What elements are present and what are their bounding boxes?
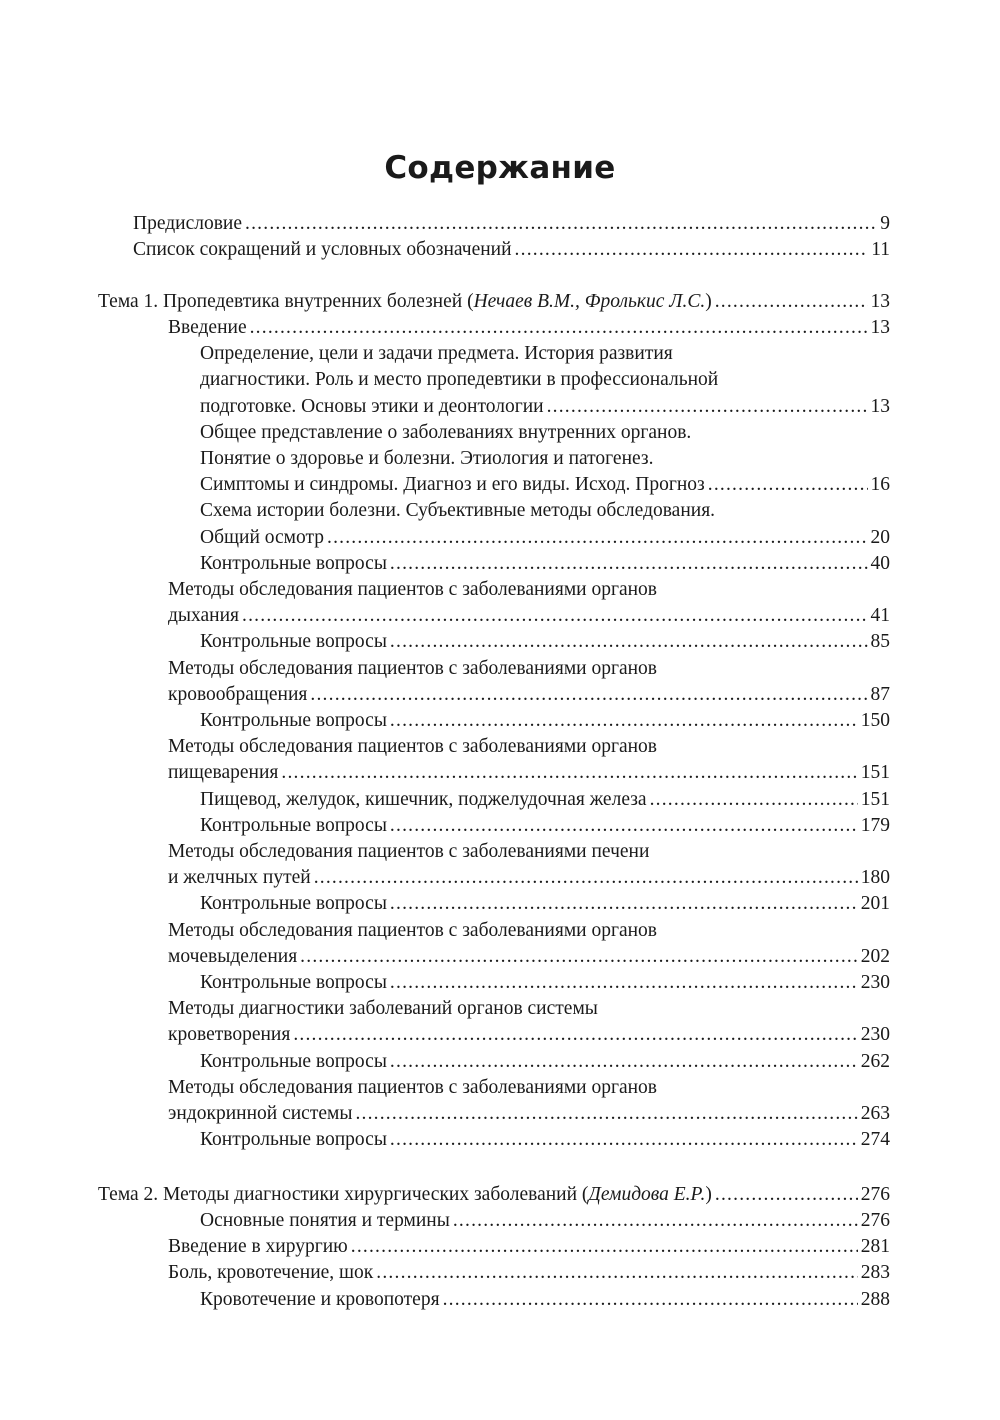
toc-entry[interactable] [168,1022,890,1048]
toc-entry[interactable] [200,472,890,498]
toc-entry[interactable] [168,682,890,708]
toc-page-number: 13 [870,317,890,338]
toc-entry-text: Методы обследования пациентов с заболеваниями органов [168,657,658,679]
toc-entry-text: подготовке. Основы этики и деонтологии [200,395,544,417]
toc-entry-continuation [168,734,890,760]
toc-entry[interactable] [200,970,890,996]
toc-entry-text: Контрольные вопросы [200,552,387,574]
toc-entry-text: Предисловие [133,213,243,234]
toc-entry[interactable] [200,1127,890,1153]
toc-entry[interactable] [200,525,890,551]
topic-prefix: Тема 2. Методы диагностики хирургических заболеваний ( [98,1184,589,1205]
toc-entry[interactable] [200,891,890,917]
toc-entry-text: кровообращения [168,683,308,705]
toc-entry-text: Методы диагностики заболеваний органов системы [168,998,598,1020]
toc-entry[interactable] [168,944,890,970]
toc-entry-text: Контрольные вопросы [200,972,387,993]
toc-topic-title [98,289,712,315]
toc-entry-continuation [168,577,890,603]
toc-entry-text: Симптомы и синдромы. Диагноз и его виды. Исход. Прогноз [200,474,705,496]
leader-dots [250,315,868,341]
toc-entry[interactable] [168,1260,890,1286]
toc-entry[interactable] [200,708,890,734]
toc-entry-text: Контрольные вопросы [200,893,387,915]
toc-entry[interactable] [200,394,890,420]
toc-page-number: 40 [870,552,890,574]
toc-page-number: 87 [870,683,890,705]
toc-page-number: 281 [860,1236,890,1258]
topic-suffix: ) [705,291,712,312]
leader-dots [390,708,858,734]
topic-prefix: Тема 1. Пропедевтика внутренних болезней ( [98,291,474,312]
leader-dots [293,1022,857,1048]
leader-dots [453,1208,858,1234]
toc-page-number: 41 [870,605,890,627]
toc-page-number: 276 [860,1184,890,1205]
leader-dots [390,970,858,996]
toc-page-number: 151 [860,762,890,784]
toc-page-number: 150 [860,710,890,731]
leader-dots [390,891,858,917]
toc-entry-text: Введение в хирургию [168,1236,348,1258]
leader-dots [281,760,857,786]
leader-dots [390,813,858,839]
leader-dots [708,472,868,498]
toc-page-number: 16 [870,474,890,496]
toc-page-number: 262 [860,1050,890,1072]
leader-dots [351,1234,858,1260]
toc-page-number: 85 [870,631,890,653]
toc-entry-continuation [200,420,890,446]
toc-entry-continuation [200,498,890,524]
leader-dots [390,1127,858,1153]
leader-dots [547,394,868,420]
toc-page-number: 13 [870,291,890,312]
toc-page-number: 201 [860,893,890,915]
toc-page-number: 274 [860,1129,890,1151]
leader-dots [355,1101,857,1127]
toc-entry-text: Кровотечение и кровопотеря [200,1288,440,1310]
toc-entry[interactable] [200,551,890,577]
toc-entry-text: эндокринной системы [168,1103,353,1124]
toc-topic-title [98,1182,712,1208]
toc-entry-abbreviations[interactable] [133,237,890,263]
toc-entry-continuation [168,839,890,865]
toc-entry-continuation [168,656,890,682]
toc-entry[interactable] [200,1287,890,1313]
toc-entry-text: Методы обследования пациентов с заболеваниями органов [168,579,658,600]
toc-entry[interactable] [168,1234,890,1260]
toc-entry-text: кроветворения [168,1024,291,1046]
toc-entry[interactable] [168,315,890,341]
topic-suffix: ) [705,1184,712,1205]
toc-entry-text: Введение [168,317,247,338]
toc-page-number: 276 [860,1210,890,1231]
toc-entry-text: Боль, кровотечение, шок [168,1262,374,1284]
leader-dots [327,525,868,551]
leader-dots [376,1260,857,1286]
toc-topic-2[interactable] [98,1182,890,1208]
toc-page-number: 230 [860,972,890,993]
leader-dots [245,211,877,237]
toc-entry-text: Контрольные вопросы [200,631,387,653]
toc-entry-continuation [168,996,890,1022]
toc-entry[interactable] [200,787,890,813]
toc-entry-text: Понятие о здоровье и болезни. Этиология и патогенез. [200,448,654,469]
toc-entry[interactable] [168,603,890,629]
toc-entry[interactable] [168,865,890,891]
toc-page-number: 13 [870,395,890,417]
leader-dots [242,603,867,629]
toc-entry-text: Список сокращений и условных обозначений [133,239,512,260]
toc-entry[interactable] [200,813,890,839]
toc-entry[interactable] [200,1049,890,1075]
toc-page-number: 230 [860,1024,890,1046]
toc-entry-text: Методы обследования пациентов с заболеваниями печени [168,841,650,862]
toc-entry-text: Определение, цели и задачи предмета. История развития [200,343,673,365]
toc-page-number: 151 [860,788,890,810]
toc-entry-text: Общий осмотр [200,526,324,548]
toc-page-number: 202 [860,945,890,967]
toc-page-number: 11 [871,239,890,260]
toc-page-number: 283 [860,1262,890,1284]
toc-entry-text: и желчных путей [168,867,311,889]
toc-entry-text: Контрольные вопросы [200,1050,387,1072]
toc-entry[interactable] [168,1101,890,1127]
toc-page-number: 180 [860,867,890,889]
toc-entry-text: Основные понятия и термины [200,1210,450,1231]
toc-entry-text: Контрольные вопросы [200,1129,387,1151]
leader-dots [314,865,858,891]
leader-dots [390,551,868,577]
toc-entry-text: Методы обследования пациентов с заболеваниями органов [168,919,658,941]
toc-entry-continuation [168,918,890,944]
leader-dots [715,1182,858,1208]
leader-dots [390,1049,858,1075]
toc-entry[interactable] [168,760,890,786]
toc-topic-1[interactable] [98,289,890,315]
leader-dots [390,629,868,655]
toc-entry-text: пищеварения [168,762,279,784]
toc-page-number: 263 [860,1103,890,1124]
toc-entry-text: Схема истории болезни. Субъективные методы обследования. [200,500,716,522]
toc-entry-text: диагностики. Роль и место пропедевтики в профессиональной [200,369,719,391]
toc-entry-text: Контрольные вопросы [200,814,387,836]
topic-authors: Нечаев В.М., Фролькис Л.С. [473,291,706,312]
toc-entry-text: Методы обследования пациентов с заболеваниями органов [168,736,658,758]
toc-entry-text: Пищевод, желудок, кишечник, поджелудочная железа [200,788,647,810]
toc-page-number: 20 [870,526,890,548]
leader-dots [650,787,858,813]
toc-entry-continuation [200,446,890,472]
leader-dots [443,1287,858,1313]
topic-authors: Демидова Е.Р. [588,1184,706,1205]
toc-entry[interactable] [200,1208,890,1234]
toc-entry-text: Общее представление о заболеваниях внутренних органов. [200,421,692,443]
toc-page-number: 179 [860,814,890,836]
toc-entry-continuation [200,367,890,393]
toc-page-number: 288 [860,1288,890,1310]
toc-entry-continuation [168,1075,890,1101]
toc-entry[interactable] [200,629,890,655]
page-title: Содержание [384,150,616,186]
leader-dots [515,237,869,263]
toc-entry-text: Контрольные вопросы [200,710,387,731]
toc-page-number: 9 [880,213,890,234]
toc-entry-preface[interactable] [133,211,890,237]
toc-entry-continuation [200,341,890,367]
leader-dots [715,289,868,315]
toc-entry-text: Методы обследования пациентов с заболеваниями органов [168,1076,658,1098]
leader-dots [310,682,867,708]
leader-dots [300,944,858,970]
toc-entry-text: мочевыделения [168,945,298,967]
toc-entry-text: дыхания [168,605,240,627]
